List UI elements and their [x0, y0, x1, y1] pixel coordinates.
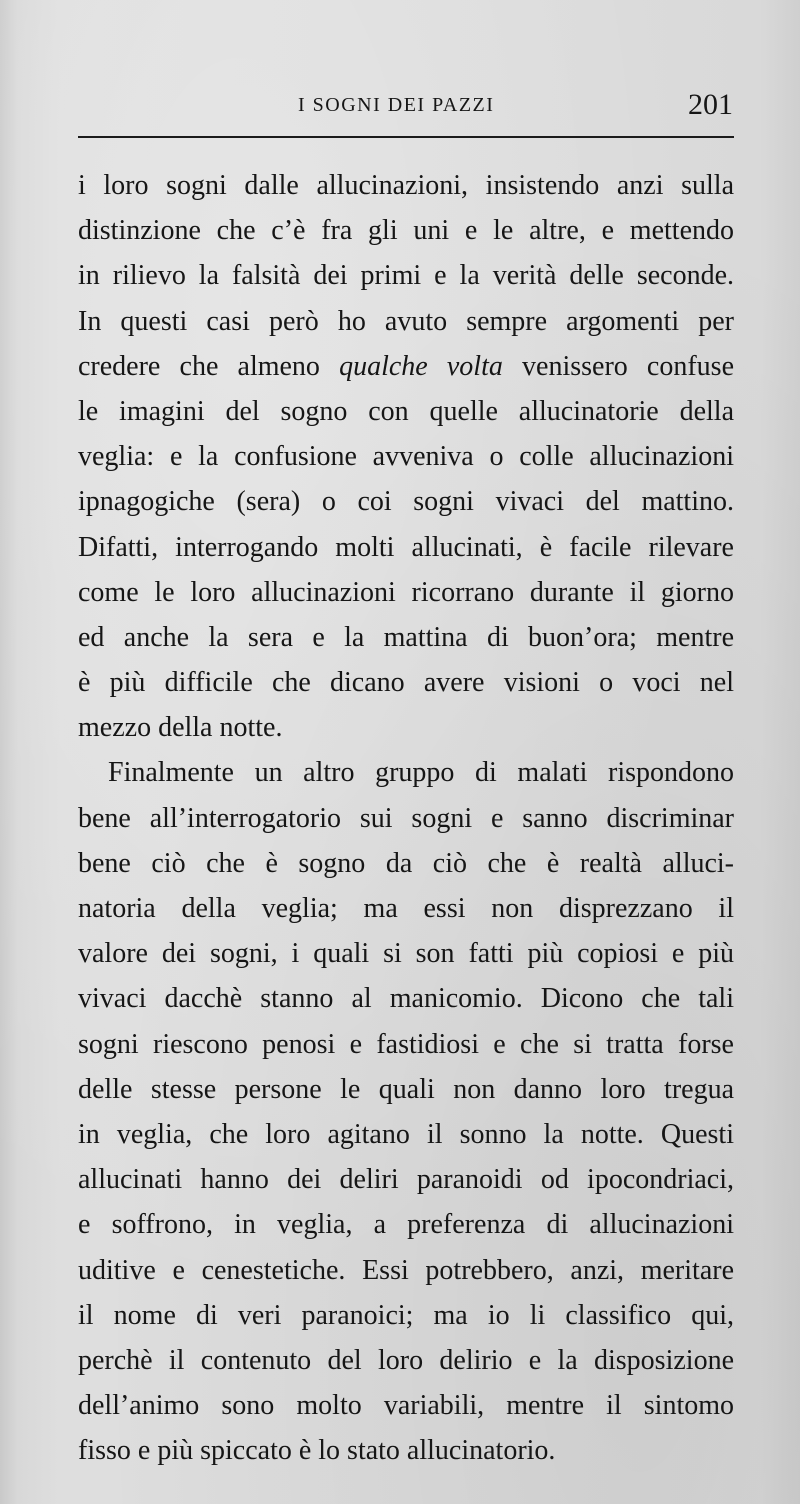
text-line: le imagini del sogno con quelle allucinatorie della	[78, 395, 734, 427]
paragraph-end-line: fisso e più spiccato è lo stato allucinatorio.	[78, 1435, 556, 1467]
text-line: perchè il contenuto del loro delirio e la disposizione	[78, 1344, 734, 1376]
text-segment: credere che almeno	[78, 350, 320, 382]
body-text	[78, 163, 734, 1473]
text-line: ipnagogiche (sera) o coi sogni vivaci del mattino.	[78, 486, 734, 518]
text-line: bene ciò che è sogno da ciò che è realtà alluci-	[78, 847, 734, 879]
text-line: allucinati hanno dei deliri paranoidi od ipocondriaci,	[78, 1164, 734, 1196]
text-line: dell’animo sono molto variabili, mentre il sintomo	[78, 1390, 734, 1422]
text-line: sogni riescono penosi e fastidiosi e che si tratta forse	[78, 1028, 734, 1060]
text-line: in rilievo la falsità dei primi e la verità delle seconde.	[78, 260, 734, 292]
text-line-with-italic	[78, 344, 734, 389]
running-head-title: I SOGNI DEI PAZZI	[298, 94, 495, 116]
text-segment: venissero confuse	[522, 350, 735, 382]
text-line: bene all’interrogatorio sui sogni e sanno discriminar	[78, 802, 734, 834]
paragraph-start-line: Finalmente un altro gruppo di malati rispondono	[108, 757, 734, 789]
page-number: 201	[688, 88, 733, 121]
text-line: In questi casi però ho avuto sempre argomenti per	[78, 305, 734, 337]
text-line: il nome di veri paranoici; ma io li classifico qui,	[78, 1299, 734, 1331]
text-line: veglia: e la confusione avveniva o colle allucinazioni	[78, 441, 734, 473]
paragraph-end-line: mezzo della notte.	[78, 712, 283, 744]
text-line: come le loro allucinazioni ricorrano durante il giorno	[78, 576, 734, 608]
text-line: ed anche la sera e la mattina di buon’ora; mentre	[78, 621, 734, 653]
text-line: Difatti, interrogando molti allucinati, è facile rilevare	[78, 531, 734, 563]
text-line: natoria della veglia; ma essi non disprezzano il	[78, 893, 734, 924]
text-line: distinzione che c’è fra gli uni e le altre, e mettendo	[78, 215, 734, 247]
running-head	[78, 88, 733, 128]
header-rule	[78, 136, 734, 138]
text-line: i loro sogni dalle allucinazioni, insistendo anzi sulla	[78, 170, 734, 201]
text-line: vivaci dacchè stanno al manicomio. Dicono che tali	[78, 983, 734, 1015]
text-line: e soffrono, in veglia, a preferenza di allucinazioni	[78, 1209, 734, 1241]
text-line: uditive e cenestetiche. Essi potrebbero, anzi, meritare	[78, 1254, 734, 1286]
text-line: è più difficile che dicano avere visioni o voci nel	[78, 667, 734, 699]
text-line: delle stesse persone le quali non danno loro tregua	[78, 1073, 734, 1105]
text-line: in veglia, che loro agitano il sonno la notte. Questi	[78, 1118, 734, 1150]
italic-phrase: qualche volta	[339, 350, 503, 382]
text-line: valore dei sogni, i quali si son fatti più copiosi e più	[78, 938, 734, 970]
